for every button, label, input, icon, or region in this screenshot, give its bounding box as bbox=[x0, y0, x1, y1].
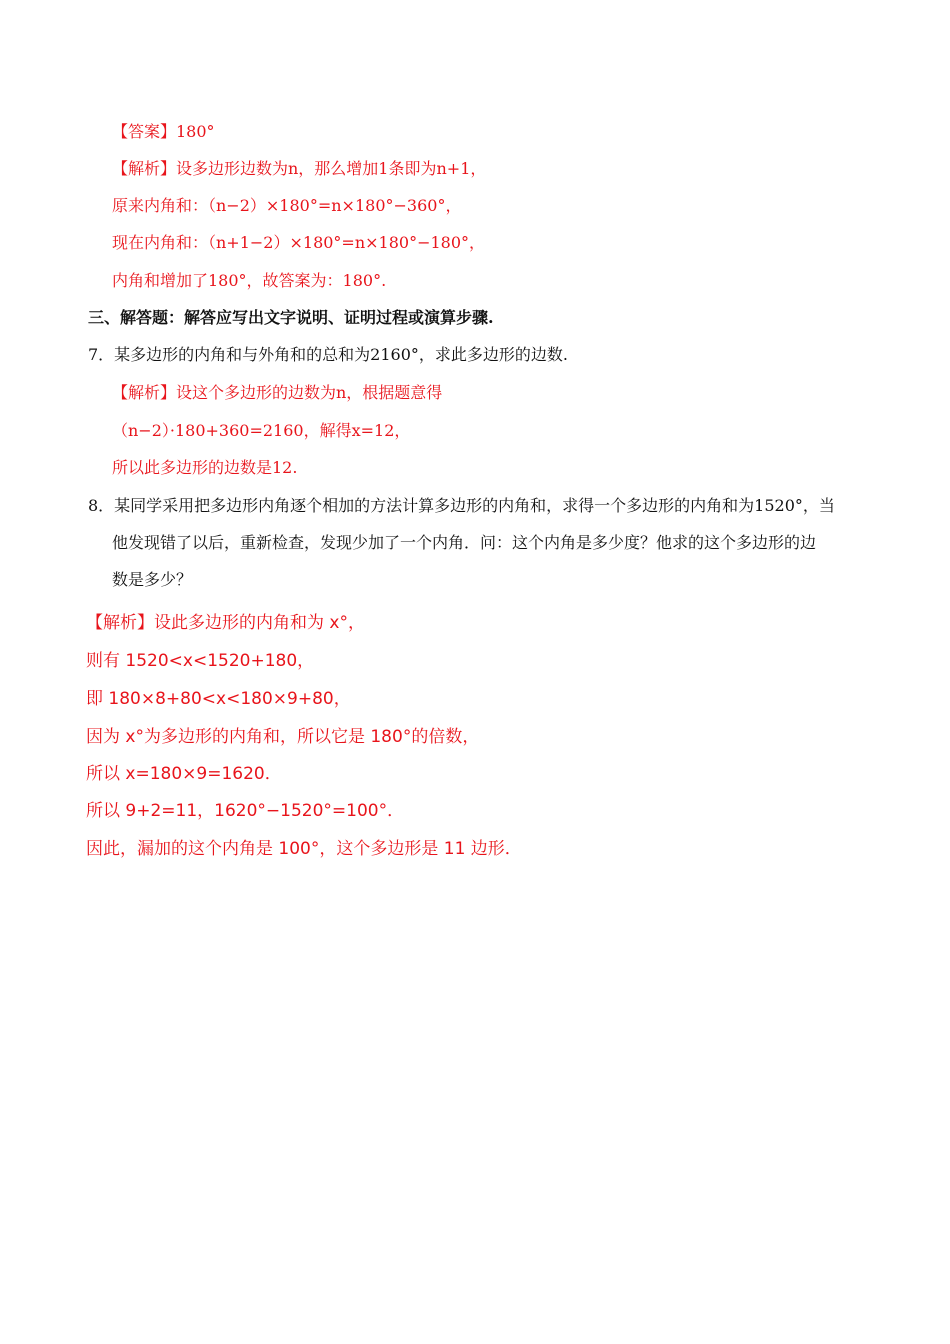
q8-analysis-line-3: 即 180×8+80<x<180×9+80， bbox=[86, 689, 351, 709]
question-7: 7．某多边形的内角和与外角和的总和为2160°，求此多边形的边数. bbox=[88, 345, 568, 364]
q8-analysis-line-1: 【解析】设此多边形的内角和为 x°， bbox=[86, 613, 365, 633]
analysis-line-3: 现在内角和：（n+1−2）×180°=n×180°−180°， bbox=[112, 233, 486, 252]
q8-analysis-line-5: 所以 x=180×9=1620． bbox=[86, 764, 282, 784]
section-heading: 三、解答题：解答应写出文字说明、证明过程或演算步骤. bbox=[88, 308, 494, 327]
q7-analysis-line-3: 所以此多边形的边数是12. bbox=[112, 458, 298, 477]
question-8-line-1: 8．某同学采用把多边形内角逐个相加的方法计算多边形的内角和，求得一个多边形的内角和为1520°，当 bbox=[88, 496, 835, 515]
q7-analysis-line-1: 【解析】设这个多边形的边数为n，根据题意得 bbox=[112, 383, 443, 402]
q8-analysis-line-2: 则有 1520<x<1520+180， bbox=[86, 651, 315, 671]
q7-analysis-line-2: （n−2）·180+360=2160，解得x=12， bbox=[112, 421, 411, 440]
analysis-line-4: 内角和增加了180°，故答案为：180°. bbox=[112, 271, 387, 290]
q8-analysis-line-4: 因为 x°为多边形的内角和，所以它是 180°的倍数， bbox=[86, 727, 480, 747]
q8-analysis-line-6: 所以 9+2=11，1620°−1520°=100°． bbox=[86, 801, 405, 821]
analysis-line-2: 原来内角和：（n−2）×180°=n×180°−360°， bbox=[112, 196, 462, 215]
q8-analysis-line-7: 因此，漏加的这个内角是 100°，这个多边形是 11 边形． bbox=[86, 839, 522, 859]
question-8-line-2: 他发现错了以后，重新检查，发现少加了一个内角．问：这个内角是多少度？他求的这个多边形的边 bbox=[112, 533, 817, 552]
question-8-line-3: 数是多少？ bbox=[112, 570, 193, 589]
answer-line: 【答案】180° bbox=[112, 122, 215, 141]
analysis-line-1: 【解析】设多边形边数为n，那么增加1条即为n+1， bbox=[112, 159, 487, 178]
